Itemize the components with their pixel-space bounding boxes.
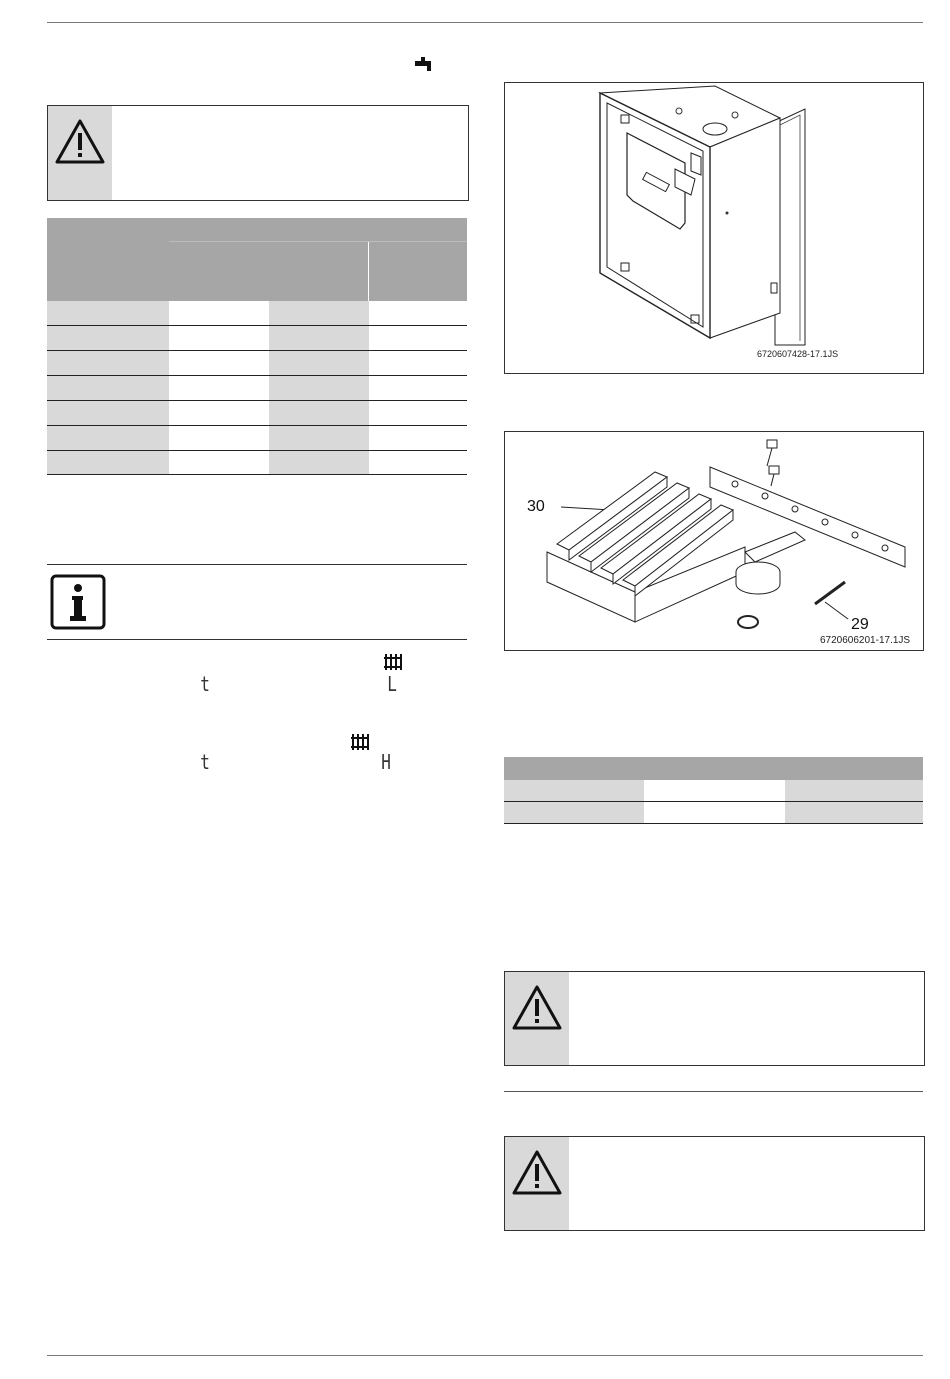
section-rule [504,1091,923,1092]
info-top-rule [47,564,467,565]
warning-box-3 [504,1136,925,1231]
table-1-header-col1 [47,241,169,301]
table-2-header [504,757,923,780]
warning-triangle-icon [511,984,563,1032]
figure-burner-assembly [504,431,924,651]
boiler-housing-drawing [505,83,923,373]
warning-triangle-icon [511,1149,563,1197]
radiator-icon [350,734,370,750]
callout-30: 30 [527,498,545,515]
warning-triangle-icon [54,118,106,166]
radiator-icon [383,654,403,670]
table-1-header-col4 [369,242,467,301]
figure-1-code: 6720607428-17.1JS [757,349,839,359]
callout-29: 29 [851,616,869,633]
figure-2-code: 6720606201-17.1JS [820,635,911,646]
warning-box-2 [504,971,925,1066]
display-symbol-t: t [200,750,210,774]
display-symbol-h: H [381,750,391,774]
figure-boiler-housing [504,82,924,374]
page-bottom-rule [47,1355,923,1356]
info-icon [50,574,106,630]
table-1-header-col2-3 [169,242,368,301]
page-top-rule [47,22,923,23]
display-symbol-l: L [387,672,397,696]
info-bottom-rule [47,639,467,640]
display-symbol-t: t [200,672,210,696]
warning-box-1 [47,105,469,201]
table-1-header-main [47,218,467,241]
tap-icon [412,56,434,74]
